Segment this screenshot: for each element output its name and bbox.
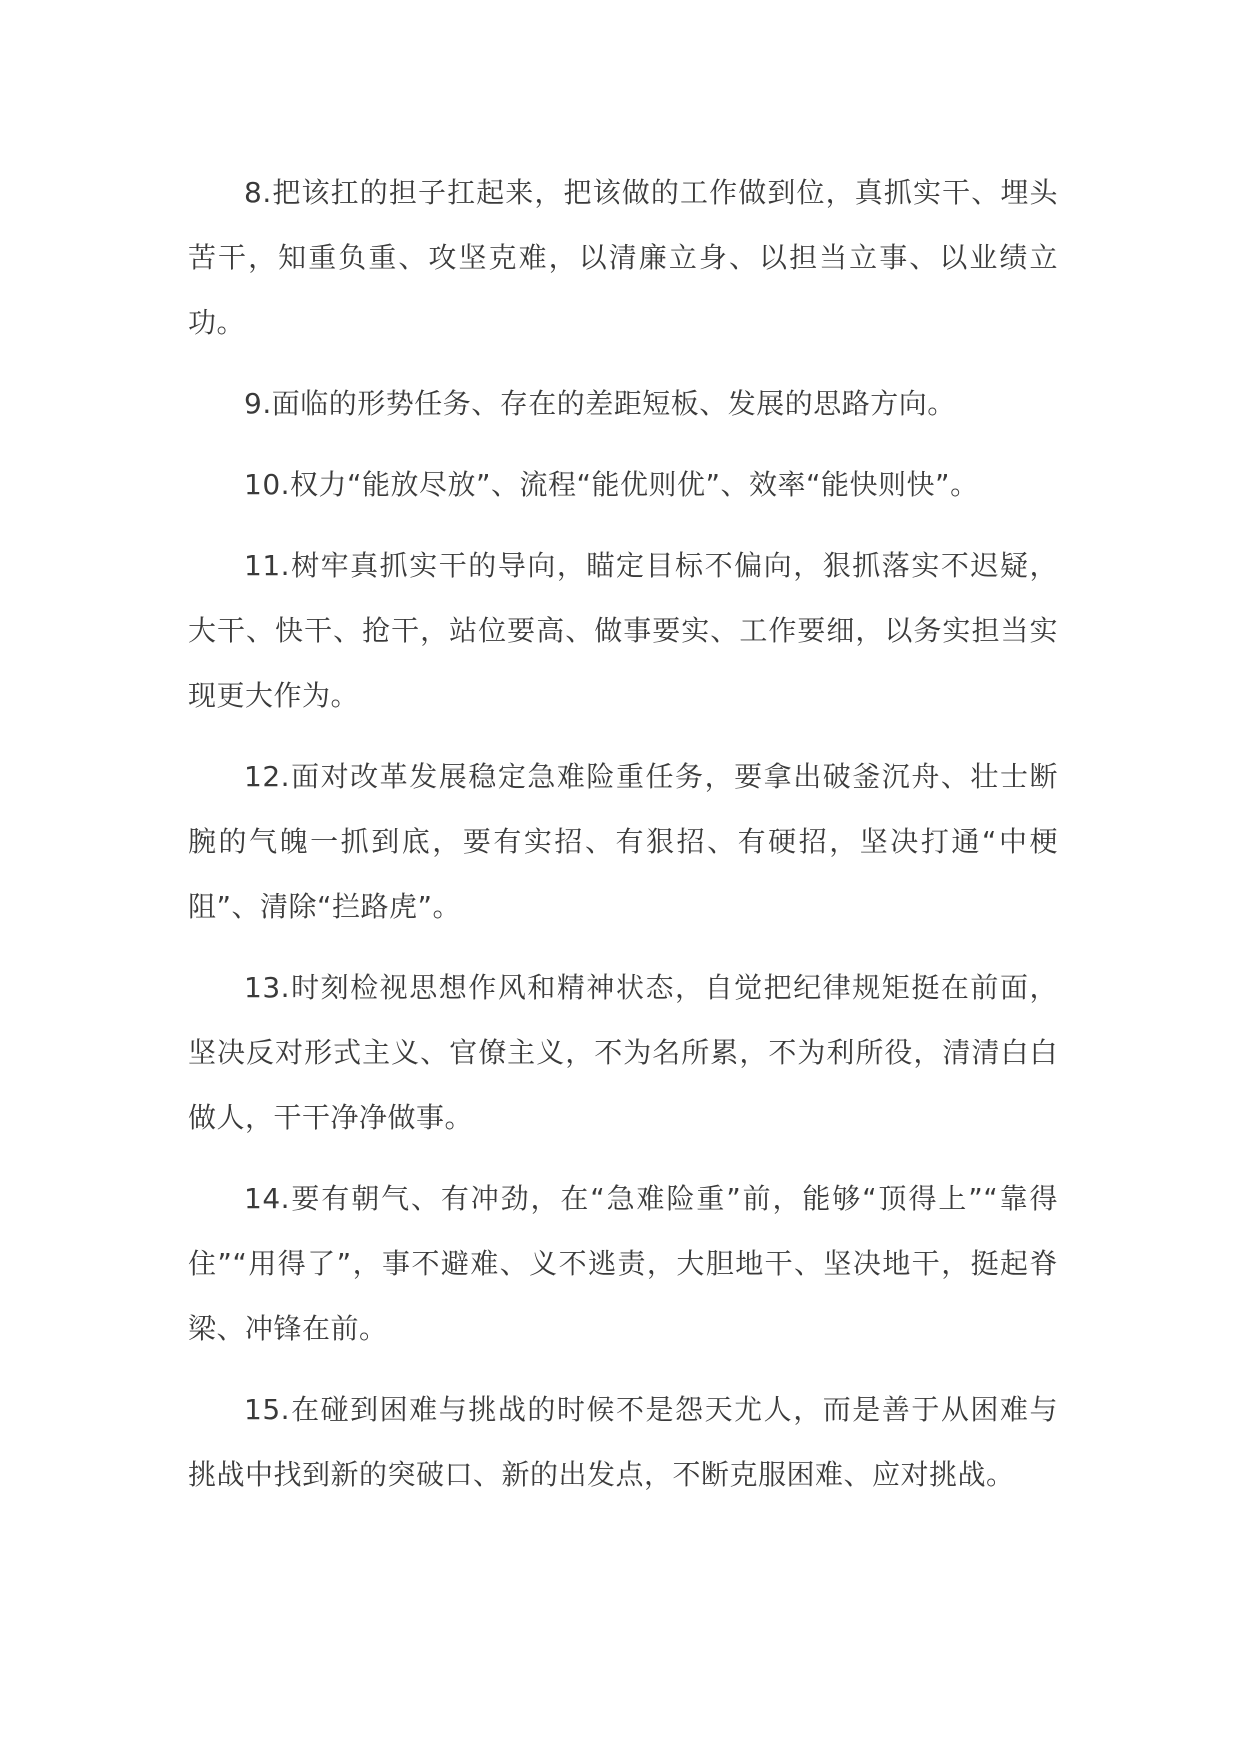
paragraph-13: 13.时刻检视思想作风和精神状态，自觉把纪律规矩挺在前面，坚决反对形式主义、官僚主义，不为名所累，不为利所役，清清白白做人，干干净净做事。 <box>188 971 1058 1134</box>
paragraph-14: 14.要有朝气、有冲劲，在“急难险重”前，能够“顶得上”“靠得住”“用得了”，事不避难、义不逃责，大胆地干、坚决地干，挺起脊梁、冲锋在前。 <box>188 1182 1058 1345</box>
document-page <box>188 160 1058 1523</box>
paragraph-12: 12.面对改革发展稳定急难险重任务，要拿出破釜沉舟、壮士断腕的气魄一抓到底，要有实招、有狠招、有硬招，坚决打通“中梗阻”、清除“拦路虎”。 <box>188 760 1058 923</box>
paragraph-9: 9.面临的形势任务、存在的差距短板、发展的思路方向。 <box>244 387 956 420</box>
paragraph-11: 11.树牢真抓实干的导向，瞄定目标不偏向，狠抓落实不迟疑，大干、快干、抢干，站位要高、做事要实、工作要细，以务实担当实现更大作为。 <box>188 549 1058 712</box>
paragraph-15: 15.在碰到困难与挑战的时候不是怨天尤人，而是善于从困难与挑战中找到新的突破口、新的出发点，不断克服困难、应对挑战。 <box>188 1393 1058 1491</box>
paragraph-10: 10.权力“能放尽放”、流程“能优则优”、效率“能快则快”。 <box>244 468 979 501</box>
paragraph-8: 8.把该扛的担子扛起来，把该做的工作做到位，真抓实干、埋头苦干，知重负重、攻坚克难，以清廉立身、以担当立事、以业绩立功。 <box>188 176 1058 339</box>
